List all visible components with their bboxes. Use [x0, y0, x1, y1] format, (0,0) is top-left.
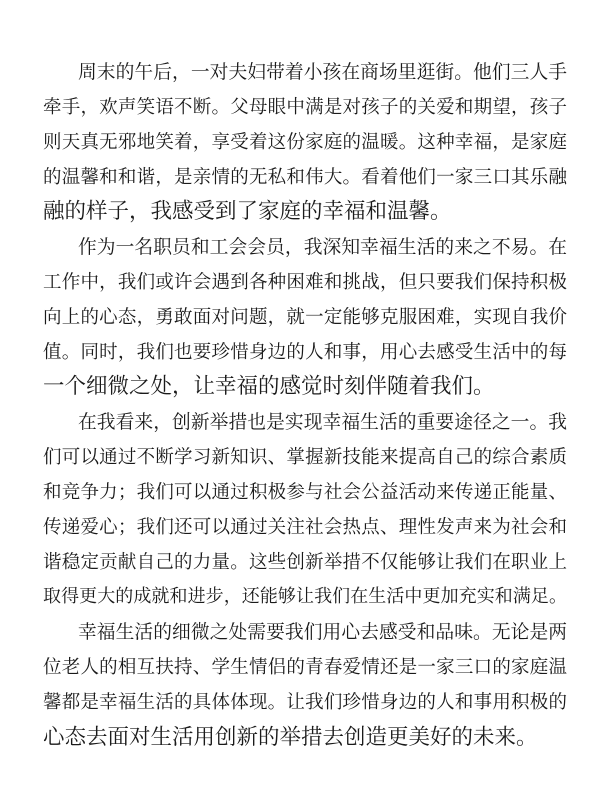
paragraph-1-line-1: 周末的午后，一对夫妇带着小孩在商场里逛街。他们三人手: [78, 62, 567, 83]
paragraph-2-line-1: 作为一名职员和工会会员，我深知幸福生活的来之不易。在: [78, 237, 567, 258]
paragraph-2-line-3: 向上的心态，勇敢面对问题，就一定能够克服困难，实现自我价: [43, 307, 567, 328]
paragraph-4-line-1: 幸福生活的细微之处需要我们用心去感受和品味。无论是两: [78, 622, 567, 643]
paragraph-3-line-1: 在我看来，创新举措也是实现幸福生活的重要途径之一。我: [78, 412, 567, 433]
paragraph-4-line-3: 馨都是幸福生活的具体体现。让我们珍惜身边的人和事用积极的: [43, 692, 567, 713]
paragraph-3-line-3: 和竞争力；我们可以通过积极参与社会公益活动来传递正能量、: [43, 482, 567, 503]
paragraph-3-line-6: 取得更大的成就和进步，还能够让我们在生活中更加充实和满足。: [43, 586, 567, 607]
paragraph-2-line-2: 工作中，我们或许会遇到各种困难和挑战，但只要我们保持积极: [43, 272, 567, 293]
paragraph-4-line-2: 位老人的相互扶持、学生情侣的青春爱情还是一家三口的家庭温: [43, 657, 567, 678]
paragraph-1-line-2: 牵手，欢声笑语不断。父母眼中满是对孩子的关爱和期望，孩子: [43, 97, 567, 118]
paragraph-3-line-5: 谐稳定贡献自己的力量。这些创新举措不仅能够让我们在职业上: [43, 552, 567, 573]
paragraph-1-line-5: 融的样子，我感受到了家庭的幸福和温馨。: [43, 199, 452, 224]
paragraph-3-line-4: 传递爱心；我们还可以通过关注社会热点、理性发声来为社会和: [43, 517, 567, 538]
paragraph-2-line-5: 一个细微之处，让幸福的感觉时刻伴随着我们。: [43, 374, 495, 399]
paragraph-1-line-3: 则天真无邪地笑着，享受着这份家庭的温暖。这种幸福，是家庭: [43, 132, 567, 153]
paragraph-3-line-2: 们可以通过不断学习新知识、掌握新技能来提高自己的综合素质: [43, 447, 567, 468]
paragraph-1-line-4: 的温馨和和谐，是亲情的无私和伟大。看着他们一家三口其乐融: [43, 167, 567, 188]
paragraph-4-line-4: 心态去面对生活用创新的举措去创造更美好的未来。: [43, 725, 538, 750]
paragraph-2-line-4: 值。同时，我们也要珍惜身边的人和事，用心去感受生活中的每: [43, 342, 567, 363]
